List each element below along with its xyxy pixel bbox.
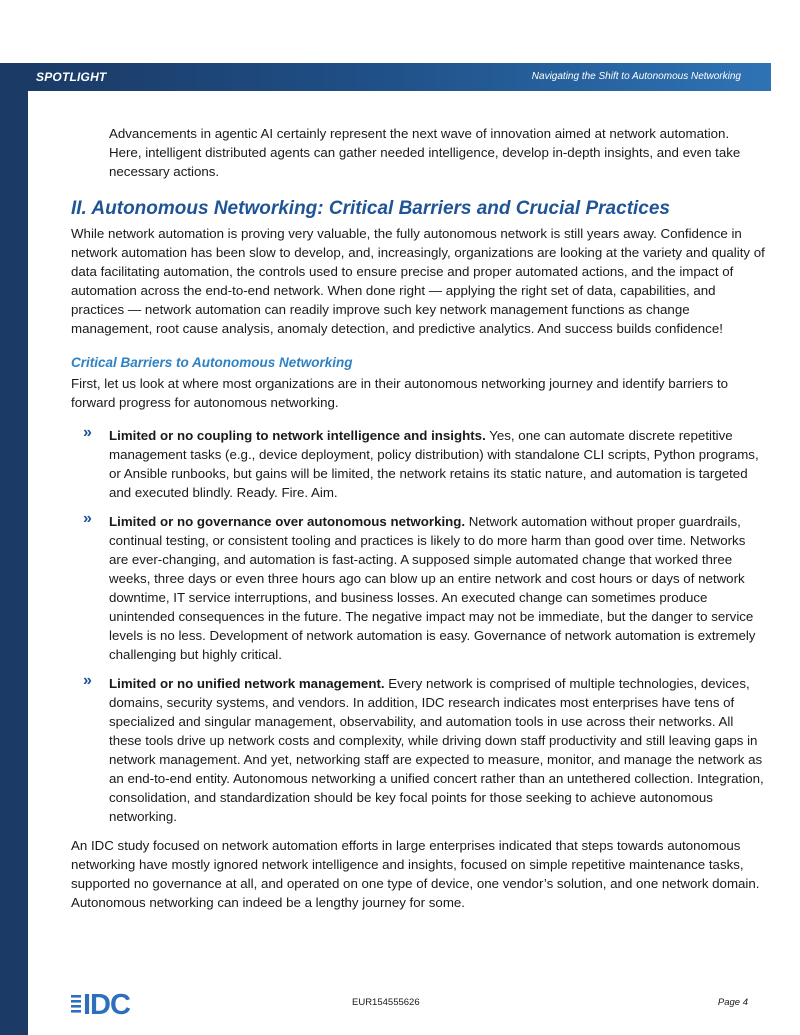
document-title: Navigating the Shift to Autonomous Networking <box>531 71 741 82</box>
bullet-chevron-icon: » <box>83 510 92 527</box>
bullet-text: Yes, one can automate discrete repetitive management tasks (e.g., device deployment, policy distribution) with standalone CLI scripts, Python programs, or Ansible runbooks, but gains will be limited, the network retains its static nature, and automation is targeted and executed blindly. Ready. Fire. Aim. <box>109 428 759 500</box>
bullet-title: Limited or no governance over autonomous networking. <box>109 514 466 529</box>
bullet-title: Limited or no unified network management. <box>109 676 385 691</box>
bullet-chevron-icon: » <box>83 672 92 689</box>
section-heading: II. Autonomous Networking: Critical Barriers and Crucial Practices <box>71 198 671 219</box>
svg-text:IDC: IDC <box>83 989 130 1020</box>
header-banner <box>28 63 771 91</box>
list-item <box>71 674 768 826</box>
section-paragraph: While network automation is proving very valuable, the fully autonomous network is still years away. Confidence in network automation has been slow to develop, and, increasingly, organizations are looking at the variety and quality of data facilitating automation, the controls used to ensure precise and proper automated actions, and the impact of automation across the end-to-end network. When done right — applying the right set of data, capabilities, and practices — network automation can readily improve such key network management functions as change management, root cause analysis, anomaly detection, and predictive analytics. And success builds confidence! <box>71 226 765 336</box>
bullet-text: Every network is comprised of multiple technologies, devices, domains, security systems, and vendors. In addition, IDC research indicates most enterprises have tens of specialized and singular management, observability, and automation tools in use across their networks. All these tools drive up network costs and complexity, while driving down staff productivity and still leaving gaps in network management. And yet, networking staff are expected to measure, monitor, and manage the network as an end-to-end entity. Autonomous networking a unified concert rather than an untethered collection. Integration, consolidation, and standardization should be key focal points for those seeking to achieve autonomous networking. <box>109 676 764 824</box>
bullet-text: Network automation without proper guardrails, continual testing, or consistent tooling and practices is likely to do more harm than good over time. Networks are ever-changing, and automation is fast-acting. A supposed simple automated change that worked three weeks, three days or even three hours ago can blow up an entire network and cost hours or days of network downtime, IT service interruptions, and business losses. An executed change can sometimes produce unintended consequences in the future. The negative impact may not be immediate, but the danger to service levels is no less. Development of network automation is easy. Governance of network automation is extremely challenging but highly critical. <box>109 514 756 662</box>
idc-logo-icon <box>71 986 161 1020</box>
subsection-heading: Critical Barriers to Autonomous Networking <box>71 355 353 370</box>
closing-paragraph: An IDC study focused on network automation efforts in large enterprises indicated that steps towards autonomous networking have mostly ignored network intelligence and insights, focused on simple repetitive maintenance tasks, supported no governance at all, and operated on one type of device, one vendor’s solution, and one network domain. Autonomous networking can indeed be a lengthy journey for some. <box>71 838 760 910</box>
barrier-list <box>71 426 768 826</box>
section-label: SPOTLIGHT <box>36 70 107 84</box>
document-code: EUR154555626 <box>352 997 420 1008</box>
bullet-chevron-icon: » <box>83 424 92 441</box>
list-item <box>71 512 768 664</box>
page-number: Page 4 <box>717 997 748 1008</box>
intro-paragraph: Advancements in agentic AI certainly represent the next wave of innovation aimed at network automation. Here, intelligent distributed agents can gather needed intelligence, develop in-depth insights, and even take necessary actions. <box>109 126 741 179</box>
subsection-intro: First, let us look at where most organizations are in their autonomous networking journey and identify barriers to forward progress for autonomous networking. <box>71 376 729 410</box>
left-accent-bar <box>0 63 28 1035</box>
page-body <box>71 124 768 912</box>
bullet-title: Limited or no coupling to network intelligence and insights. <box>109 428 486 443</box>
list-item <box>71 426 768 502</box>
